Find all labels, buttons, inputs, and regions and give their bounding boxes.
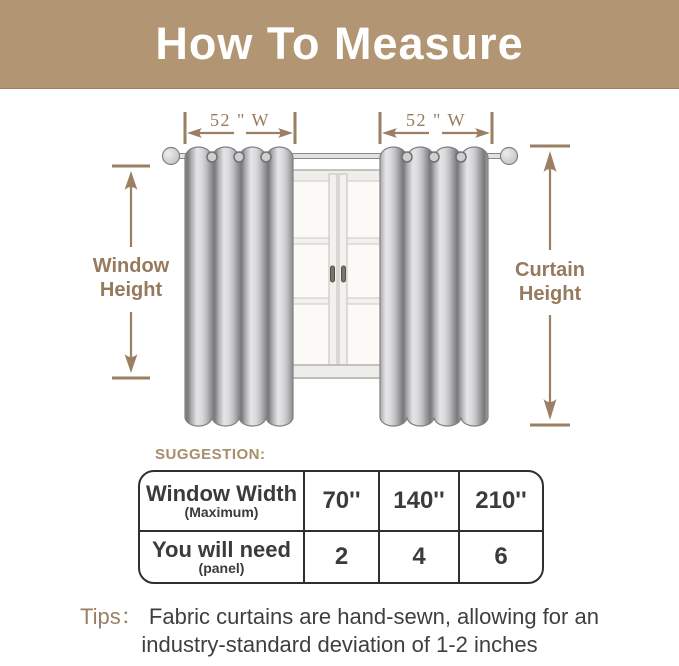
suggestion-label: SUGGESTION: (155, 446, 266, 463)
curtain-panel-left (185, 147, 293, 426)
tips-label: Tips： (80, 604, 143, 629)
row-sublabel: (Maximum) (184, 503, 259, 520)
measure-diagram (0, 88, 679, 450)
cell-value: 140'' (393, 487, 445, 514)
rod-finial-right (501, 148, 518, 165)
cell-value: 2 (334, 543, 349, 570)
table-cell (303, 530, 378, 582)
tips-note (0, 603, 679, 659)
rod-finial-left (163, 148, 180, 165)
width-label-left: 52 " W (209, 110, 271, 130)
table-cell (458, 530, 542, 582)
page-title: How To Measure (155, 18, 524, 69)
table-cell (378, 472, 458, 530)
tips-line-1 (0, 603, 679, 631)
row-sublabel: (panel) (198, 559, 245, 576)
suggestion-table (138, 470, 544, 584)
width-measure-left (185, 110, 295, 144)
tips-line-2: industry-standard deviation of 1-2 inches (141, 632, 538, 657)
curtain-height-label-line2: Height (518, 283, 582, 305)
width-label-right: 52 " W (405, 110, 467, 130)
cell-value: 210'' (475, 487, 527, 514)
cell-value: 70'' (322, 487, 361, 514)
table-cell (378, 530, 458, 582)
curtain-panel-right (380, 147, 488, 426)
table-header-cell (140, 472, 303, 530)
table-cell (458, 472, 542, 530)
cell-value: 4 (412, 543, 426, 570)
cell-value: 6 (494, 543, 508, 570)
window-height-label-line2: Height (99, 279, 163, 301)
curtain-height-label-line1: Curtain (515, 259, 585, 281)
table-cell (303, 472, 378, 530)
title-banner (0, 0, 679, 89)
tips-text-1: Fabric curtains are hand-sewn, allowing for an (148, 604, 599, 629)
window-height-label-line1: Window (92, 255, 170, 277)
row-label: You will need (152, 536, 291, 562)
row-label: Window Width (145, 480, 298, 506)
table-header-cell (140, 530, 303, 582)
width-measure-right (380, 110, 492, 144)
window-height-measure (93, 166, 170, 378)
curtain-height-measure (515, 146, 585, 425)
